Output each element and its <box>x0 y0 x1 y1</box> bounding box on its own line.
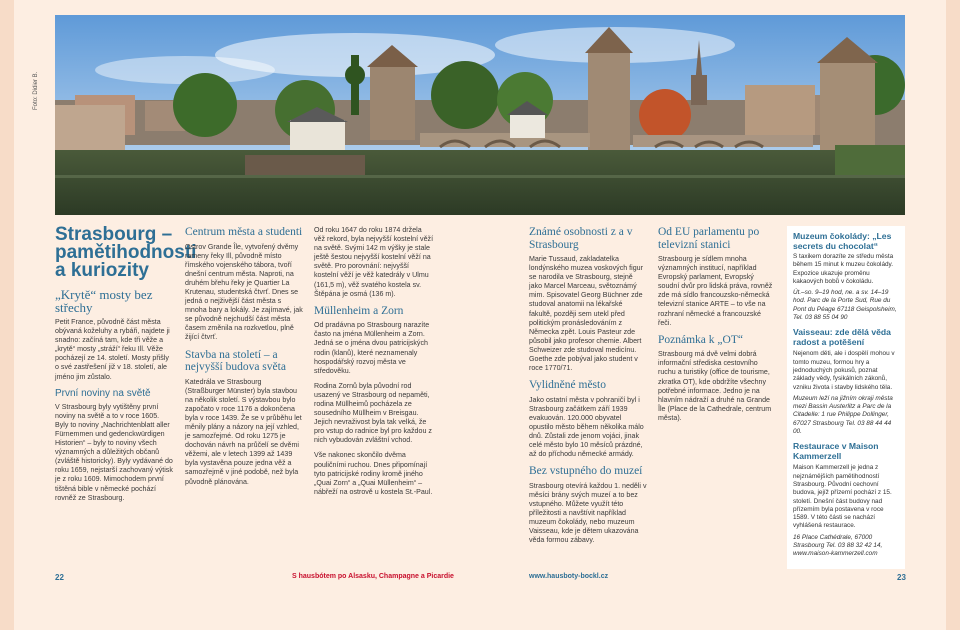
hero-photo <box>55 15 905 215</box>
paragraph-mullenheim-2: Rodina Zornů byla původní rod usazený ve Strasbourg od nepaměti, rodina Müllheimů pocházela ze sousedního Müllheim v Breisgau. Jejich nevraživost byla tak velká, že pro vstup do radnice byl pro každou z nich vybudován zvláštní vchod. <box>314 381 432 445</box>
paragraph-mullenheim-3: Vše nakonec skončilo dvěma pouličními ruchou. Dnes připomínají tyto patricijské rodiny kromě jiného „Quai Zorn“ a „Quai Müllenheim“ – nábřeží na ostrově u kostela St.-Paul. <box>314 451 433 496</box>
sidebar-heading-kammerzell: Restaurace v Maison Kammerzell <box>793 441 879 461</box>
tower-middle <box>585 27 633 150</box>
footer-website-link[interactable]: www.hausboty-bockl.cz <box>529 573 609 580</box>
sidebar-text-vaisseau: Nejenom děti, ale i dospělí mohou v tomto muzeu, formou hry a jednoduchých pokusů, poznat základy vědy, fysikálních zákonů, vzniku života i stavby lidského těla. <box>793 350 895 391</box>
paragraph-ot: Strasbourg má dvě velmi dobrá informační střediska cestovního ruchu a turistiky (office de tourisme, zkratka OT), kde obdržíte všechny potřebné informace. Jedno je na hlavním nádraží a druhé na Grande Île (Place de la Cathedrale, centrum města). <box>658 350 772 422</box>
section-heading-osobnosti: Známé osobnosti z a v Strasbourg <box>529 226 633 251</box>
sidebar-heading-muzeum-cokolady: Muzeum čokolády: „Les secrets du chocolat“ <box>793 231 892 251</box>
ponts-couverts-photo <box>55 15 905 215</box>
paragraph-vstupne: Strasbourg otevírá každou 1. neděli v měsíci brány svých muzeí a to bez vstupného. Můžete využít této příležitosti a navštívit například muzeum čokolády, nebo muzeum Vaisseau, kde je dětem ukazována věda formou zábavy. <box>529 481 647 545</box>
paragraph-stavba: Katedrála ve Strasbourg (Straßburger Münster) byla stavbou na několik století. S výstavbou bylo započato v roce 1176 a dokončena byla v roce 1439. Že se v průběhu let měnily plány a názory na její vzhled, je samozřejmé. Od roku 1275 je dochován návrh na průčelí se dvěmi věžemi, ale v letech 1399 až 1439 byla vystavěna pouze jedna věž a samozřejmě v jiné podobě, než byla původně plánována. <box>185 377 302 486</box>
paragraph-prvni-noviny: V Strasbourg byly vytištěny první noviny na světě a to v roce 1605. Byly to noviny „Nachrichtenblatt aller Fürnemmen und gedenckwürdigen Historien“ – byly to noviny všech významných a důležitých občanů (zvláště historicky). Byly vydávané do roku 1659, nejstarší zachovaný výtisk je z roku 1609. Mimochodem první tištěná bible v německé pochází rovněž ze Strasbourg. <box>55 402 173 502</box>
section-heading-vylidnene: Vylidněné město <box>529 379 606 392</box>
section-heading-mullenheim: Müllenheim a Zorn <box>314 304 404 317</box>
sidebar-info-kammerzell: 16 Place Cathédrale, 67000 Strasbourg Tel. 03 88 32 42 14, www.maison-kammerzell.com <box>793 533 883 558</box>
section-heading-vstupne: Bez vstupného do muzeí <box>529 465 643 478</box>
paragraph-vez-rekord: Od roku 1647 do roku 1874 držela věž rekord, byla nejvyšší kostelní věží na světě. Svými 142 m výšky je stale ještě šestou nejvyšší kostelní věží na světě. Pro porovnání: nejvyšší kostelní věží je věž katedrály v Ulmu (161,5 m), věž svatého kostela sv. Štěpána je osmá (136 m). <box>314 226 434 298</box>
sidebar-text-kammerzell: Maison Kammerzell je jedna z nejznámějších pamětihodností Strasbourg. Původní cechovní budova, jejíž přízemí pochází z 15. století. Dnešní část budovy nad přízemím byla postavena v roce 1589. V této části se nachází vyhlášená restaurace. <box>793 464 892 530</box>
paragraph-eu-parlament: Strasbourg je sídlem mnoha významných institucí, například Evropský parlament, Evropský soudní dvůr pro lidská práva, rovněž zde má sídlo francouzsko-německá televizní stanice ARTE – to vše na rozhraní německé a francouzské řeči. <box>658 255 773 327</box>
photo-credit: Foto: Didier B. <box>33 71 39 110</box>
footer-magazine-title: S hausbótem po Alsasku, Champagne a Picardie <box>292 573 454 580</box>
article-title: Strasbourg – pamětihodnosti a kuriozity <box>55 224 197 281</box>
section-heading-centrum: Centrum města a studenti <box>185 226 303 238</box>
info-sidebar <box>787 226 905 569</box>
sidebar-info-vaisseau: Muzeum leží na jižním okraji města mezi Bassin Austerlitz a Parc de la Citadelle: 1 rue Philippe Dollinger, 67027 Strasbourg Tel. 03 88 44 44 00. <box>793 394 893 436</box>
paragraph-mullenheim-1: Od pradávna po Strasbourg narazíte často na jména Müllenheim a Zorn. Jedná se o jména dvou patricijských rodin (klanů), které neznamenaly hospodářský rozvoj města ve středověku. <box>314 321 430 375</box>
column-1 <box>55 224 197 509</box>
paragraph-osobnosti: Marie Tussaud, zakladatelka londýnského muzea voskových figur se narodila ve Strasbourg, stejně jako Marcel Marceau, světoznámý mim. Spisovatel Georg Büchner zde studoval anatomii na lékařské fakultě, později sem utekl před politickým pronásledováním z Německa zpět. Louis Pasteur zde působil jako profesor chemie. Albert Schweizer zde studoval medicínu. Goethe zde pobýval jako student v roce 1770/71. <box>529 255 643 373</box>
section-heading-prvni-noviny: První noviny na světě <box>55 387 151 399</box>
page-number-right: 23 <box>897 573 906 582</box>
paragraph-centrum: Ostrov Grande Île, vytvořený dvěmy rameny řeky Ill, původně místo římského vojenského tábora, tvoří dnešní centrum města. Naproti, na druhém břehu řeky je Quartier La Krutenau, studentská čtvrť. Dnes se jedná o nejživější část města s mnoha bary a lokály. Je zajímavé, jak se původně nejchudší část města časem změnila na rozkvetlou, plně žijící čtvrť. <box>185 242 303 342</box>
paragraph-kryte-mosty: Petit France, původně část města obývaná koželuhy a rybáři, najdete ji snadno: začíná tam, kde tři věže a „krytě“ mosty „stráží“ řeku Ill. Věže pocházejí ze 14. století. Mosty přišly o své zastřešení již v 18. století, ale jméno jim zůstalo. <box>55 318 170 381</box>
page-number-left: 22 <box>55 573 64 582</box>
column-4 <box>529 226 647 552</box>
section-heading-stavba: Stavba na století – a nejvyšší budova světa <box>185 348 286 374</box>
sidebar-text-muzeum-cokolady: S taxikem dorazíte ze středu města během 15 minut k muzeu čokolády. Expozice ukazuje proměnu kakaových bobů v čokoládu. <box>793 253 894 285</box>
section-heading-ot: Poznámka k „OT“ <box>658 333 743 346</box>
sidebar-info-muzeum-cokolady: Út.–so. 9–19 hod, ne. a sv. 14–19 hod. Parc de la Porte Sud, Rue du Pont du Péage 67118 Geispolsheim, Tel. 03 88 55 04 90 <box>793 289 897 322</box>
left-margin-strip <box>0 0 14 630</box>
paragraph-vylidnene: Jako ostatní města v pohraničí byl i Strasbourg začátkem září 1939 evakuován. 120.000 obyvatel opustilo město během několika málo dnů. Zůstali zde jenom vojáci, jinak celé město bylo 10 měsíců prázdné, až do příchodu německé armády. <box>529 395 644 459</box>
sidebar-heading-vaisseau: Vaisseau: zde dělá věda radost a potěšení <box>793 327 891 347</box>
right-margin-strip <box>946 0 960 630</box>
column-5 <box>658 226 776 429</box>
section-heading-kryte-mosty: „Krytě“ mosty bez střechy <box>55 287 153 315</box>
column-3 <box>314 226 434 503</box>
column-2 <box>185 226 303 493</box>
section-heading-eu-parlament: Od EU parlamentu po televizní stanici <box>658 226 760 251</box>
